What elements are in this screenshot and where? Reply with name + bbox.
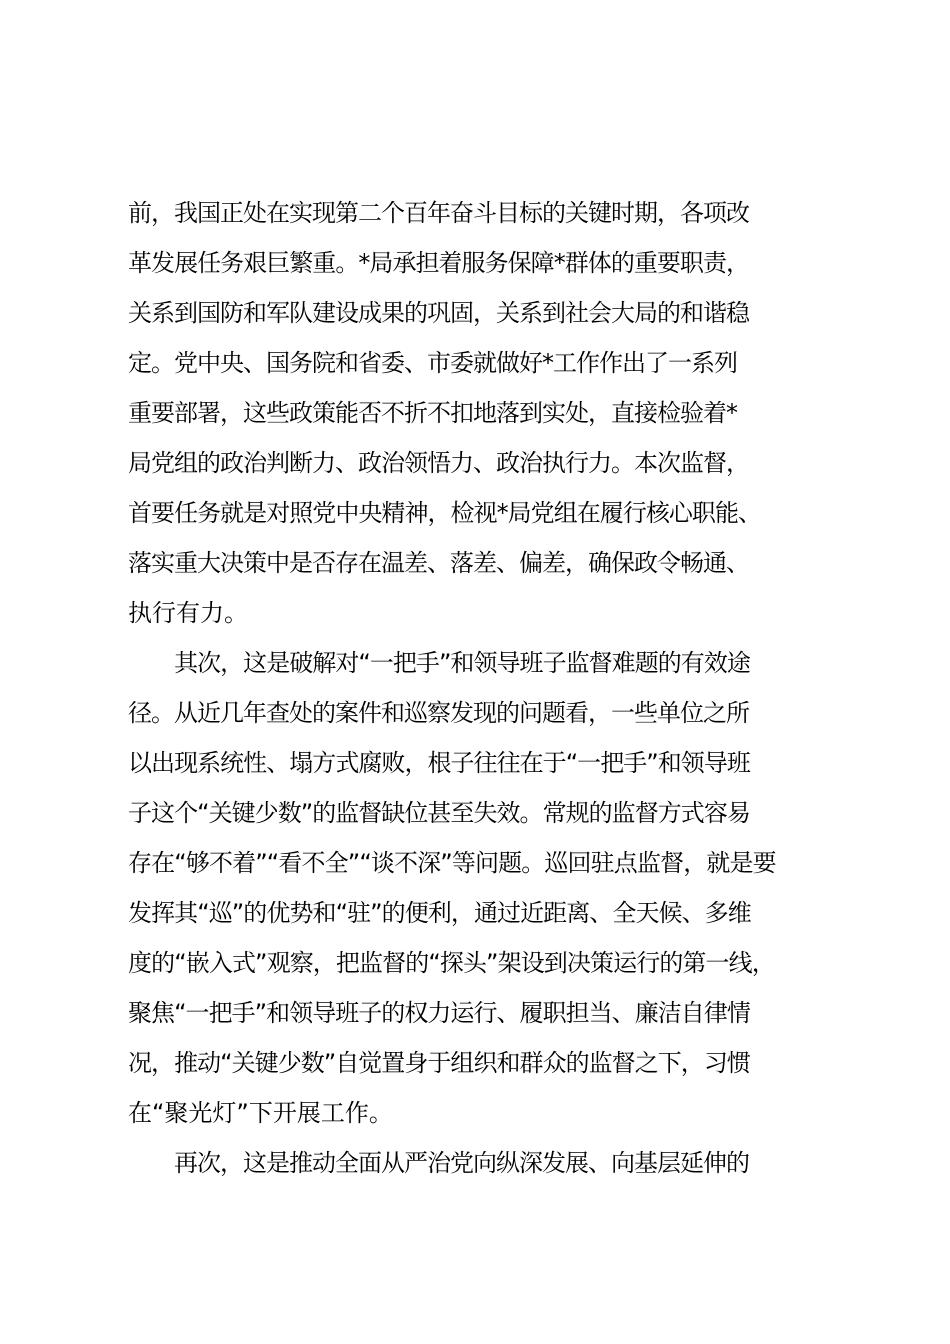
text-line: 存在“够不着”“看不全”“谈不深”等问题。巡回驻点监督，就是要 [128, 849, 776, 877]
text-line: 首要任务就是对照党中央精神，检视*局党组在履行核心职能、 [128, 499, 762, 527]
text-line: 况，推动“关键少数”自觉置身于组织和群众的监督之下，习惯 [128, 1049, 750, 1077]
text-line: 落实重大决策中是否存在温差、落差、偏差，确保政令畅通、 [128, 549, 749, 577]
text-line: 度的“嵌入式”观察，把监督的“探头”架设到决策运行的第一线， [128, 949, 775, 977]
text-line: 前，我国正处在实现第二个百年奋斗目标的关键时期，各项改 [128, 199, 749, 227]
text-line: 重要部署，这些政策能否不折不扣地落到实处，直接检验着* [128, 399, 737, 427]
text-line: 革发展任务艰巨繁重。*局承担着服务保障*群体的重要职责， [128, 249, 750, 277]
text-line: 以出现系统性、塌方式腐败，根子往往在于“一把手”和领导班 [128, 749, 750, 777]
text-line: 径。从近几年查处的案件和巡察发现的问题看，一些单位之所 [128, 699, 749, 727]
text-line: 执行有力。 [128, 599, 248, 627]
text-line: 子这个“关键少数”的监督缺位甚至失效。常规的监督方式容易 [128, 799, 750, 827]
text-line: 发挥其“巡”的优势和“驻”的便利，通过近距离、全天候、多维 [128, 899, 751, 927]
text-line: 定。党中央、国务院和省委、市委就做好*工作作出了一系列 [128, 349, 737, 377]
text-line: 其次，这是破解对“一把手”和领导班子监督难题的有效途 [128, 649, 750, 677]
text-line: 聚焦“一把手”和领导班子的权力运行、履职担当、廉洁自律情 [128, 999, 750, 1027]
text-line: 关系到国防和军队建设成果的巩固，关系到社会大局的和谐稳 [128, 299, 749, 327]
text-line: 再次，这是推动全面从严治党向纵深发展、向基层延伸的 [128, 1149, 749, 1177]
text-line: 在“聚光灯”下开展工作。 [128, 1099, 393, 1127]
text-line: 局党组的政治判断力、政治领悟力、政治执行力。本次监督， [128, 449, 749, 477]
